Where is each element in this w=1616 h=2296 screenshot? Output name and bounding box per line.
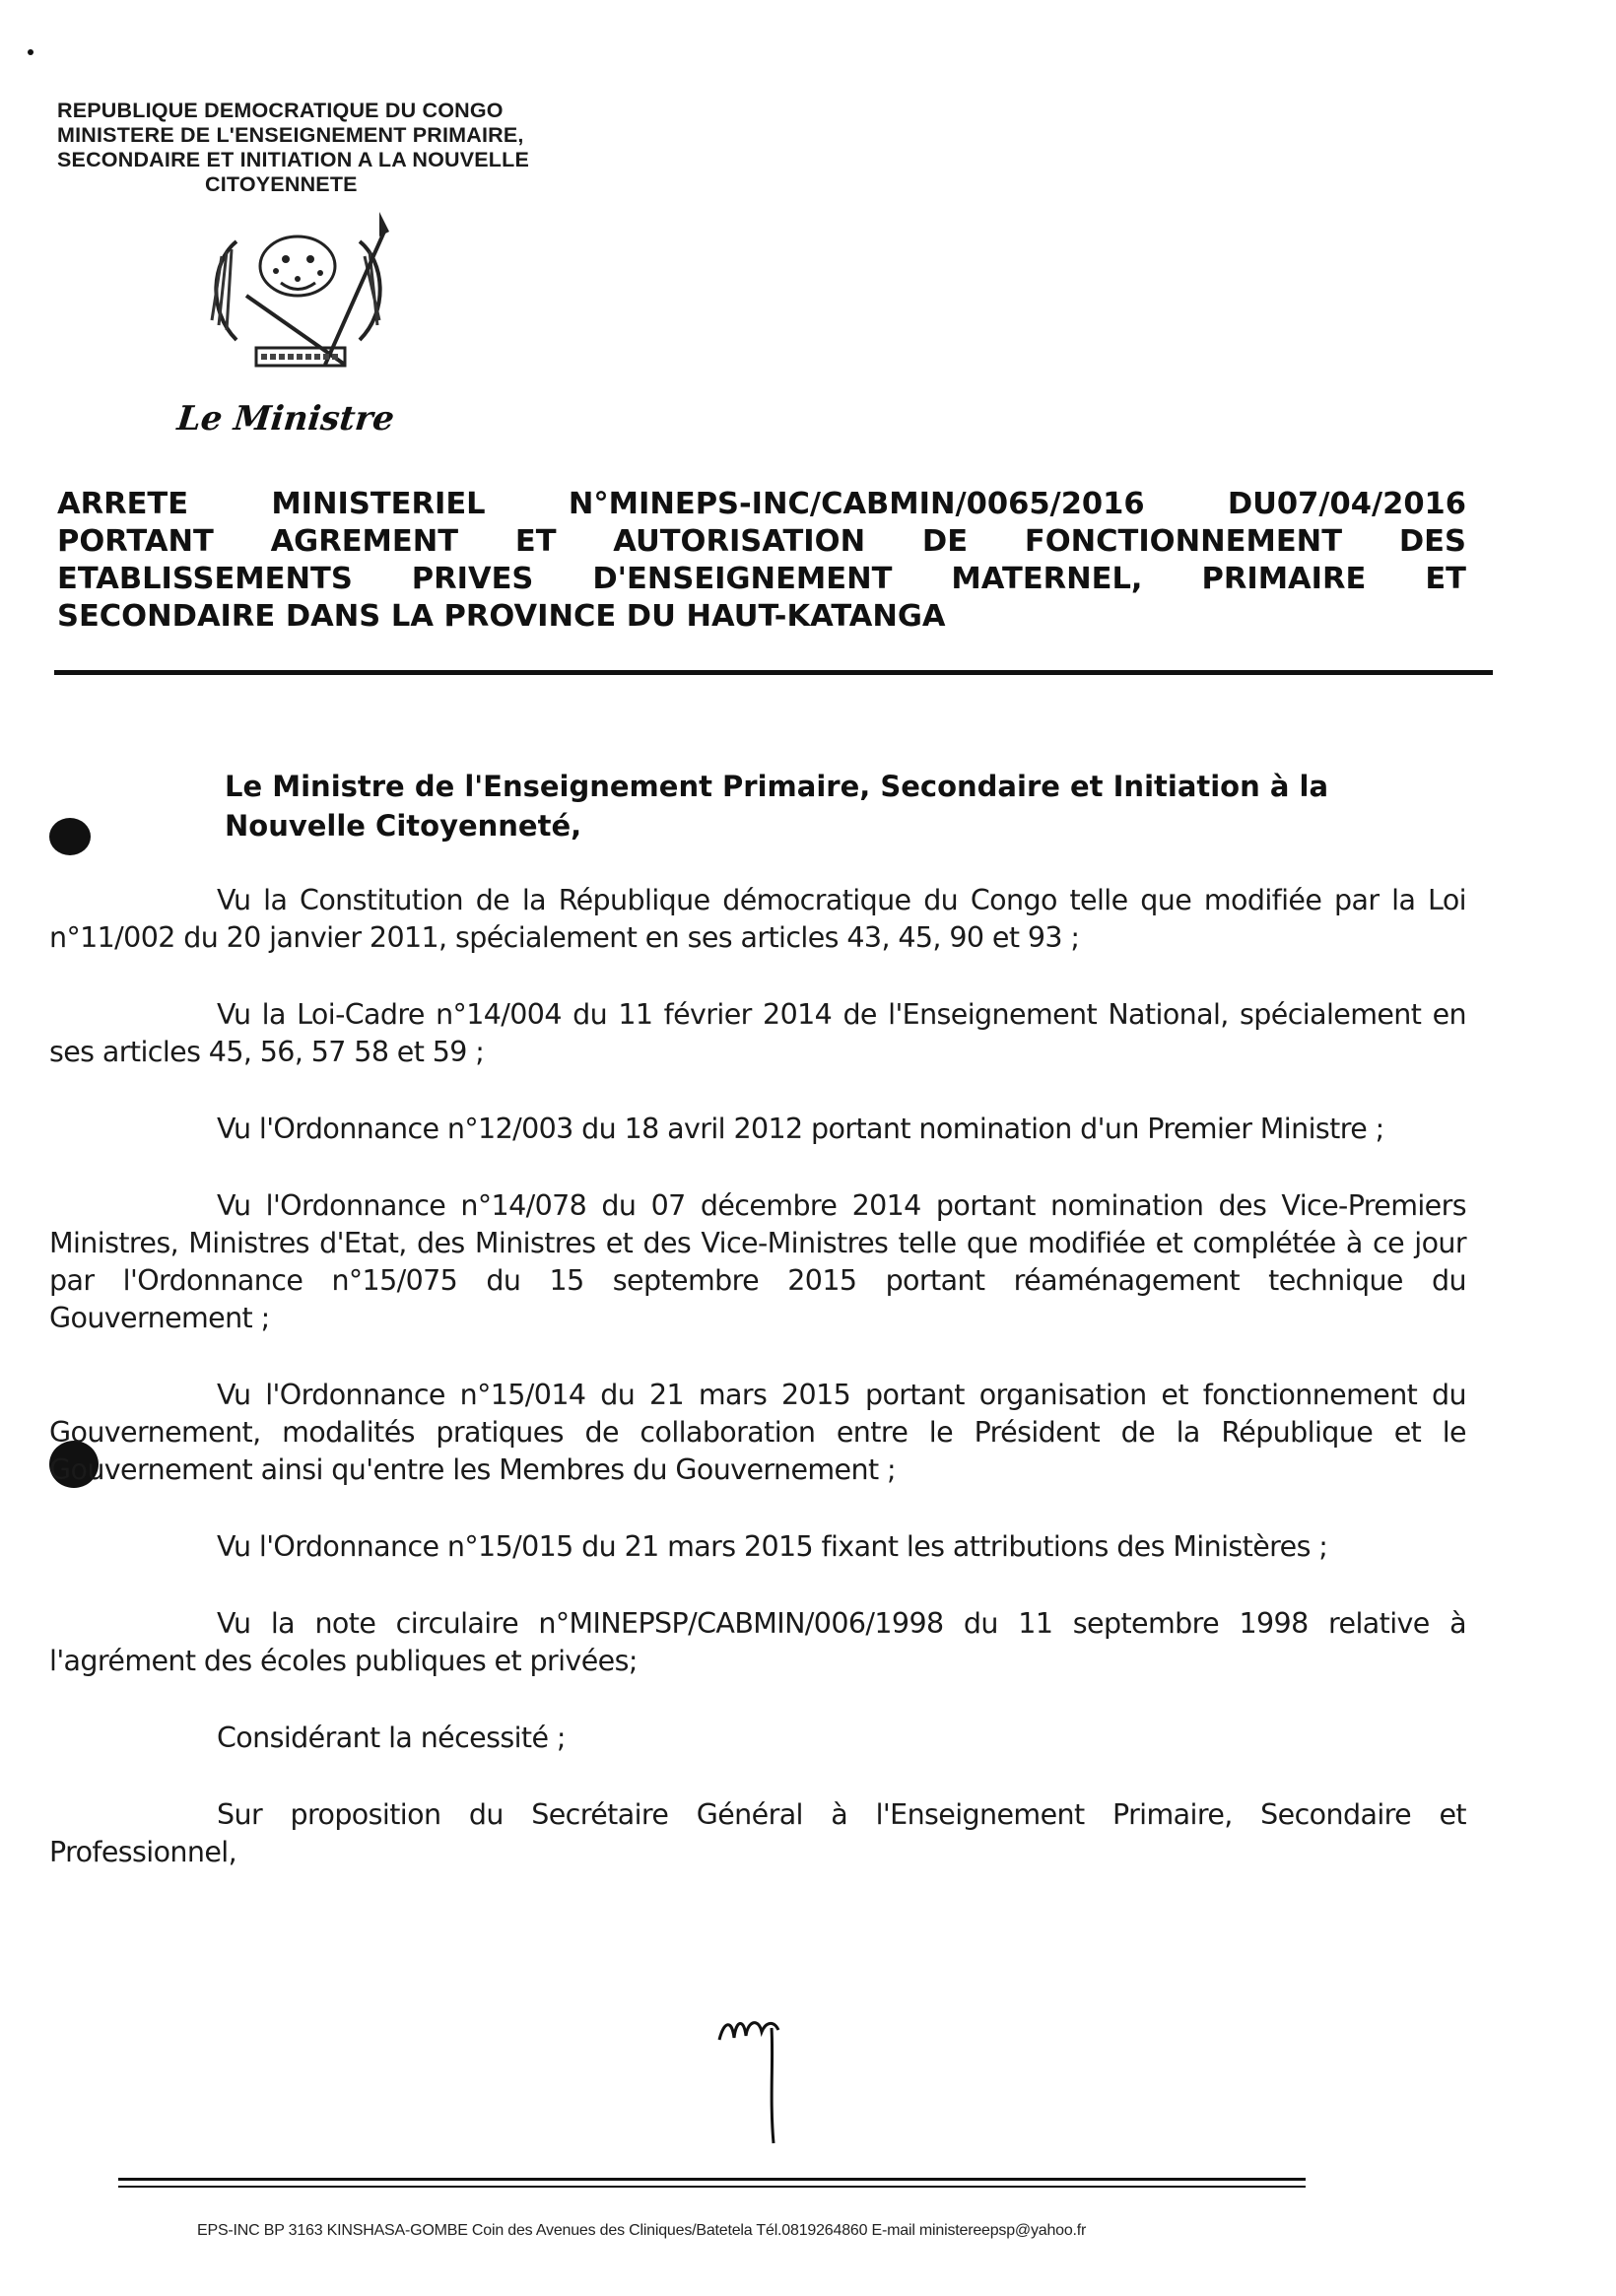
title-line (57, 523, 1466, 561)
minister-signature-label: Le Ministre (174, 399, 397, 439)
coat-of-arms-emblem (177, 202, 419, 384)
title-word: DU07/04/2016 (1227, 487, 1466, 521)
letterhead-line: SECONDAIRE ET INITIATION A LA NOUVELLE (57, 148, 530, 171)
recital-paragraph: Vu l'Ordonnance n°14/078 du 07 décembre 2014 portant nomination des Vice-Premiers Ministres, Ministres d'Etat, des Ministres et des Vice-Ministres telle que modifiée et complétée à ce jour par l'Ordonnance n°15/075 du 15 septembre 2015 portant réaménagement technique du Gouvernement ; (49, 1189, 1466, 1334)
intro-statement: Le Ministre de l'Enseignement Primaire, Secondaire et Initiation à la Nouvelle Citoyenneté, (225, 770, 1329, 843)
recital-paragraph: Vu la note circulaire n°MINEPSP/CABMIN/006/1998 du 11 septembre 1998 relative à l'agrément des écoles publiques et privées; (49, 1607, 1466, 1677)
title-line: SECONDAIRE DANS LA PROVINCE DU HAUT-KATANGA (57, 599, 946, 634)
letterhead (57, 99, 629, 197)
recital-paragraph: Vu l'Ordonnance n°15/014 du 21 mars 2015 portant organisation et fonctionnement du Gouvernement, modalités pratiques de collaboration entre le Président de la République et le Gouvernement ainsi qu'entre les Membres du Gouvernement ; (49, 1379, 1466, 1486)
title-word: ET (1425, 562, 1466, 596)
title-word: DE (921, 524, 969, 559)
letterhead-line: CITOYENNETE (205, 172, 358, 196)
title-line (57, 486, 1466, 523)
letterhead-line: REPUBLIQUE DEMOCRATIQUE DU CONGO (57, 99, 504, 122)
title-word: ET (514, 524, 557, 559)
footer-divider (118, 2178, 1306, 2181)
title-word: MATERNEL, (951, 562, 1143, 596)
title-word: FONCTIONNEMENT (1024, 524, 1343, 559)
title-divider (54, 670, 1493, 675)
title-word: MINISTERIEL (271, 487, 486, 521)
title-word: PRIVES (411, 562, 534, 596)
recital-paragraph: Vu l'Ordonnance n°15/015 du 21 mars 2015 fixant les attributions des Ministères ; (217, 1530, 1328, 1563)
title-word: DES (1398, 524, 1466, 559)
letterhead-line: MINISTERE DE L'ENSEIGNEMENT PRIMAIRE, (57, 123, 524, 147)
title-word: AGREMENT (270, 524, 459, 559)
title-word: PORTANT (57, 524, 214, 559)
recital-paragraph: Considérant la nécessité ; (217, 1722, 566, 1754)
title-word: ARRETE (57, 487, 189, 521)
title-line (57, 561, 1466, 598)
title-word: D'ENSEIGNEMENT (592, 562, 893, 596)
title-word: ETABLISSEMENTS (57, 562, 353, 596)
title-word: AUTORISATION (613, 524, 866, 559)
scan-speck (28, 49, 34, 55)
title-word: N°MINEPS-INC/CABMIN/0065/2016 (568, 487, 1145, 521)
handwritten-initials (714, 2010, 803, 2148)
title-word: PRIMAIRE (1201, 562, 1367, 596)
decree-title (57, 486, 1466, 636)
decree-body (49, 882, 1466, 1871)
scan-blot (49, 818, 91, 855)
recital-paragraph: Sur proposition du Secrétaire Général à l'Enseignement Primaire, Secondaire et Professionnel, (49, 1798, 1466, 1868)
recital-paragraph: Vu l'Ordonnance n°12/003 du 18 avril 2012 portant nomination d'un Premier Ministre ; (217, 1113, 1384, 1145)
recital-paragraph: Vu la Constitution de la République démocratique du Congo telle que modifiée par la Loi n°11/002 du 20 janvier 2011, spécialement en ses articles 43, 45, 90 et 93 ; (49, 884, 1466, 954)
recital-paragraph: Vu la Loi-Cadre n°14/004 du 11 février 2014 de l'Enseignement National, spécialement en ses articles 45, 56, 57 58 et 59 ; (49, 998, 1466, 1068)
footer-contact: EPS-INC BP 3163 KINSHASA-GOMBE Coin des Avenues des Cliniques/Batetela Tél.0819264860 E-mail ministereepsp@yahoo.fr (197, 2222, 1087, 2239)
footer-divider (118, 2186, 1306, 2188)
